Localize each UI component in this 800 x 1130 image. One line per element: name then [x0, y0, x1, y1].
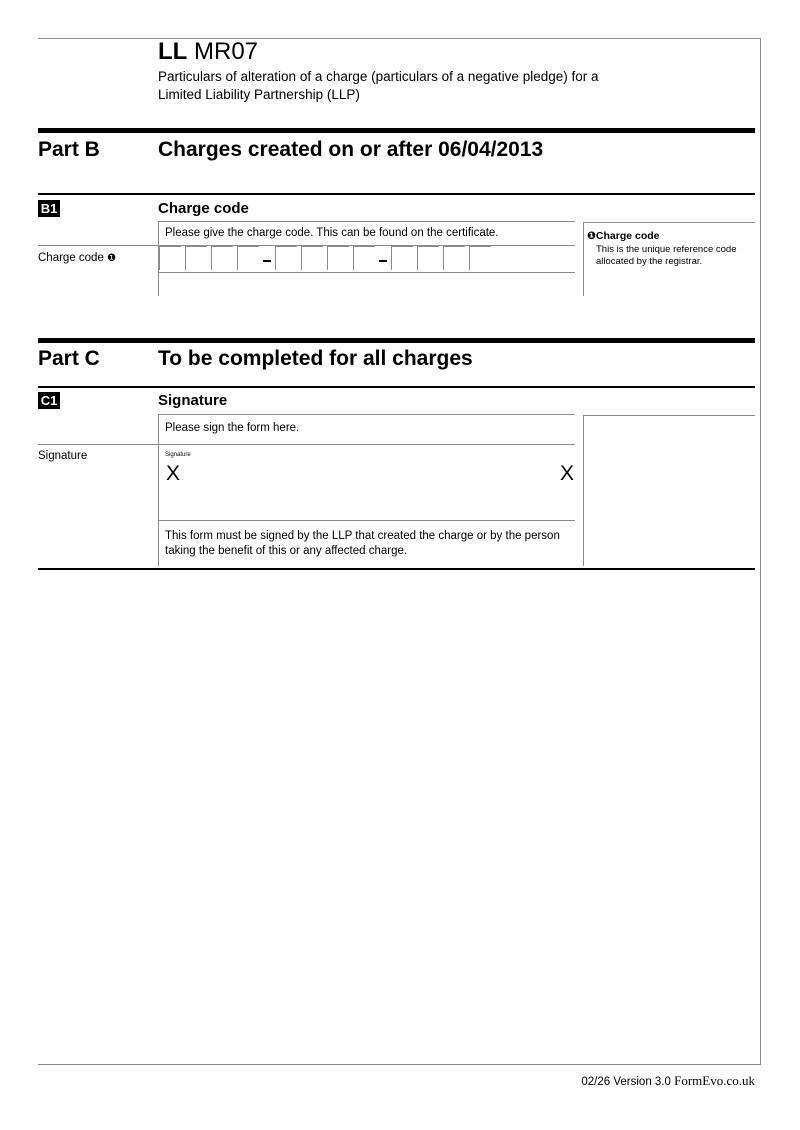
signature-label: Signature — [38, 450, 88, 462]
section-c1-badge: C1 — [38, 392, 60, 409]
signature-instruction: Please sign the form here. — [165, 422, 300, 434]
signature-note: This form must be signed by the LLP that created the charge or by the person taking the benefit of this or any affected charge. — [165, 530, 560, 557]
part-c-rule — [38, 338, 755, 343]
info-icon: ❶ — [107, 253, 117, 264]
section-c1-title: Signature — [158, 392, 228, 409]
charge-code-note-title: ❶Charge code — [587, 230, 660, 242]
part-b-rule — [38, 128, 755, 133]
signature-cross-right: X — [560, 462, 575, 485]
form-code: LL MR07 — [158, 38, 259, 65]
part-b-label: Part B — [38, 138, 100, 161]
section-b1-badge: B1 — [38, 200, 60, 217]
footer-version: 02/26 Version 3.0 — [581, 1076, 671, 1088]
footer-brand: FormEvo.co.uk — [674, 1073, 755, 1088]
signature-cross-left: X — [166, 462, 181, 485]
info-icon: ❶ — [587, 230, 596, 242]
signature-caption: Signature — [165, 452, 191, 458]
part-c-title: To be completed for all charges — [158, 347, 473, 370]
charge-code-instruction: Please give the charge code. This can be found on the certificate. — [165, 227, 499, 239]
section-c1-rule — [38, 386, 755, 388]
section-b1-title: Charge code — [158, 200, 249, 217]
page-bottom-rule — [38, 1064, 761, 1065]
charge-code-label: Charge code ❶ — [38, 252, 117, 264]
signature-box[interactable] — [159, 445, 575, 520]
part-c-label: Part C — [38, 347, 100, 370]
charge-code-input[interactable] — [159, 246, 499, 272]
page-top-rule — [38, 38, 761, 39]
footer — [581, 1073, 755, 1089]
section-b1-rule — [38, 193, 755, 195]
part-b-title: Charges created on or after 06/04/2013 — [158, 138, 544, 161]
part-c-bottom-rule — [38, 568, 755, 570]
form-subtitle: Particulars of alteration of a charge (particulars of a negative pledge) for a Limited Liability Partnership (LLP) — [158, 69, 599, 102]
page-right-rule — [760, 38, 761, 1065]
charge-code-note-text: This is the unique reference code allocated by the registrar. — [596, 244, 737, 267]
